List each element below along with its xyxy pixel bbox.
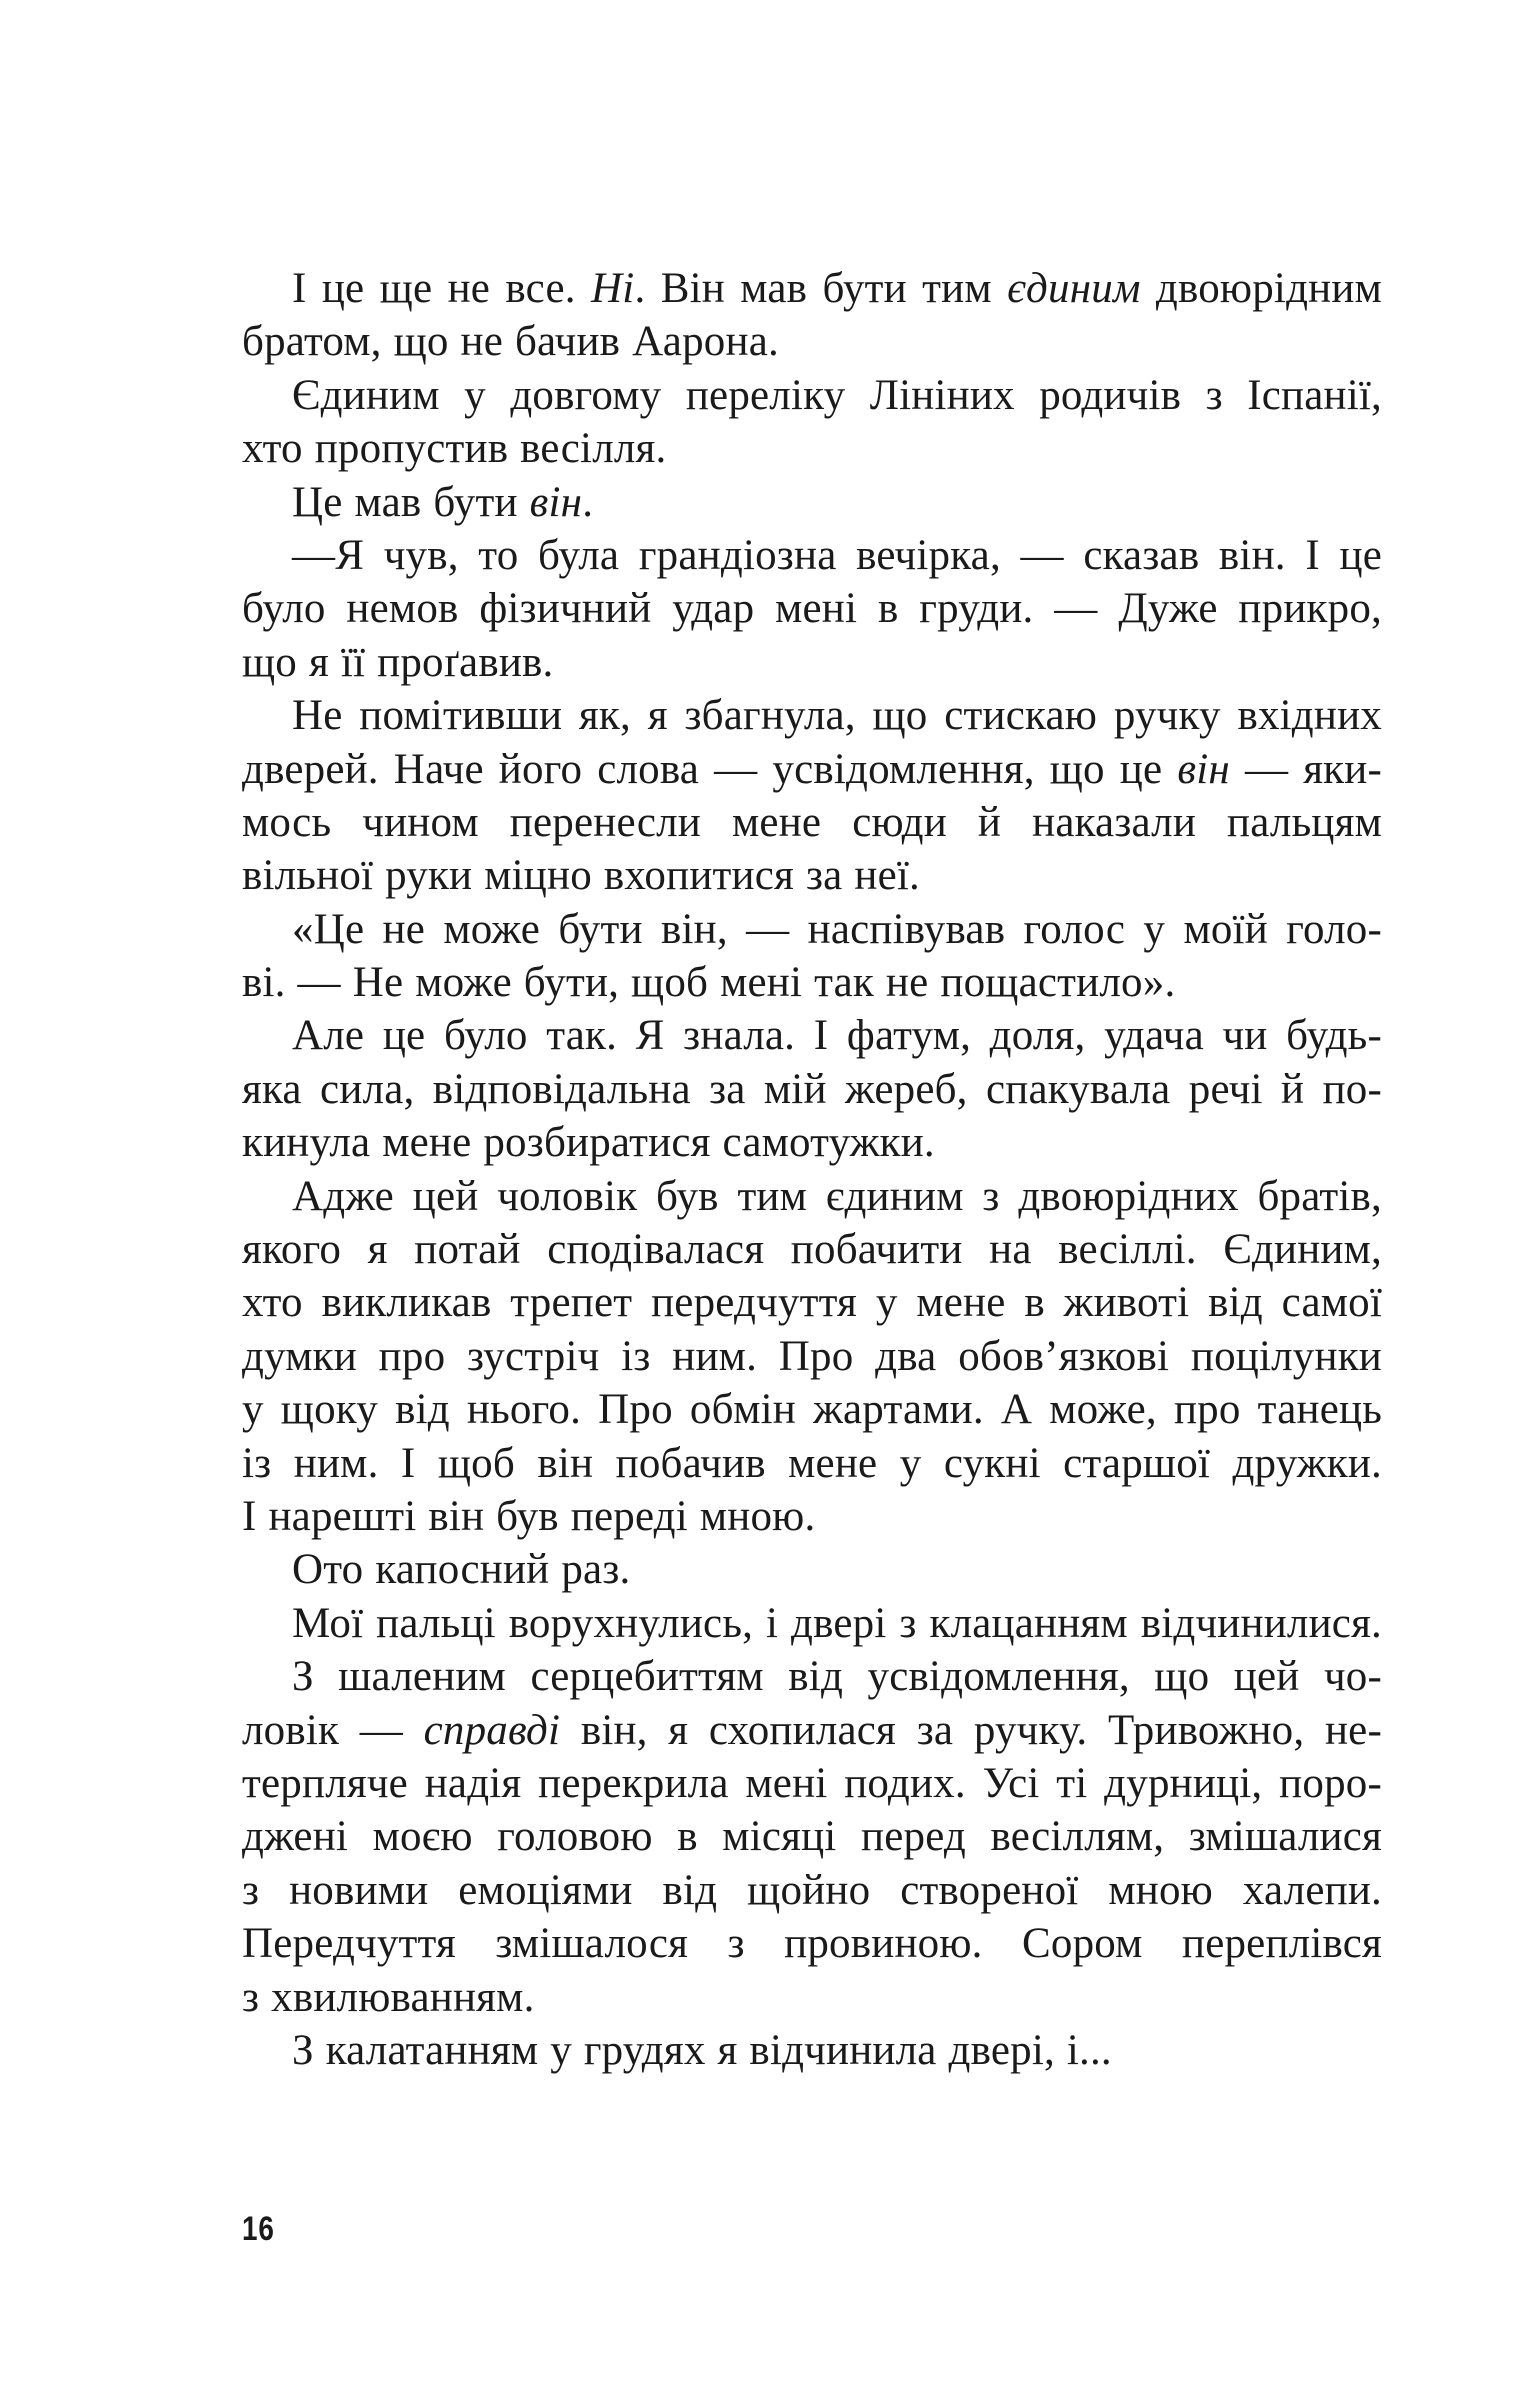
text-run: З шаленим серцебиттям від усвідомлення, що цей чо- xyxy=(292,1653,1382,1701)
text-line xyxy=(242,1223,1382,1276)
text-line xyxy=(242,903,1382,956)
text-run: Єдиним у довгому переліку Лініних родичів з Іспанії, xyxy=(292,371,1382,419)
text-run: з хвилюванням. xyxy=(242,1973,535,2021)
text-run: . xyxy=(582,478,594,526)
text-line xyxy=(242,315,1382,368)
text-run: мось чином перенесли мене сюди й наказали пальцям xyxy=(242,798,1382,846)
text-line xyxy=(242,1971,1382,2024)
text-line xyxy=(242,1810,1382,1863)
text-run: Не помітивши як, я збагнула, що стискаю ручку вхідних xyxy=(292,692,1382,740)
text-run: було немов фізичний удар мені в груди. — Дуже прикро, xyxy=(242,585,1382,633)
text-line xyxy=(242,1383,1382,1436)
text-run: у щоку від нього. Про обмін жартами. А може, про танець xyxy=(242,1386,1382,1434)
text-run: хто викликав трепет передчуття у мене в животі від самої xyxy=(242,1279,1382,1327)
text-line xyxy=(242,1009,1382,1062)
italic-run: справді xyxy=(423,1706,561,1754)
text-line xyxy=(242,796,1382,849)
text-line xyxy=(242,689,1382,742)
text-line xyxy=(242,1704,1382,1757)
text-run: Передчуття змішалося з провиною. Сором переплівся xyxy=(242,1920,1382,1968)
text-run: —Я чув, то була грандіозна вечірка, — сказав він. І це xyxy=(292,531,1382,579)
text-run: що я її проґавив. xyxy=(242,638,554,686)
text-line xyxy=(242,529,1382,582)
text-line xyxy=(242,1276,1382,1329)
text-line xyxy=(242,849,1382,902)
text-run: Адже цей чоловік був тим єдиним з двоюрідних братів, xyxy=(292,1172,1382,1220)
text-run: кинула мене розбиратися самотужки. xyxy=(242,1119,935,1167)
body-text xyxy=(242,262,1382,2077)
text-line xyxy=(242,956,1382,1009)
text-run: ловік — xyxy=(242,1706,424,1754)
text-line xyxy=(242,1437,1382,1490)
text-line xyxy=(242,2024,1382,2077)
text-line xyxy=(242,1597,1382,1650)
text-line xyxy=(242,1330,1382,1383)
text-run: — яки- xyxy=(1229,745,1382,793)
text-run: дверей. Наче його слова — усвідомлення, що це xyxy=(242,745,1178,793)
text-run: братом, що не бачив Аарона. xyxy=(242,318,779,366)
text-run: І це ще не все. xyxy=(292,265,592,312)
text-run: Це мав бути xyxy=(292,478,530,526)
text-run: думки про зустріч із ним. Про два обов’язкові поцілунки xyxy=(242,1332,1382,1380)
page-number: 16 xyxy=(242,2210,275,2248)
text-run: ві. — Не може бути, щоб мені так не пощастило». xyxy=(242,959,1176,1007)
text-line xyxy=(242,1917,1382,1970)
text-line xyxy=(242,1116,1382,1169)
text-run: Ото капосний раз. xyxy=(292,1546,631,1594)
text-line xyxy=(242,476,1382,529)
italic-run: він xyxy=(529,478,583,526)
text-run: І нарешті він був переді мною. xyxy=(242,1492,816,1540)
text-run: джені моєю головою в місяці перед весіллям, змішалися xyxy=(242,1813,1382,1861)
text-run: терпляче надія перекрила мені подих. Усі ті дурниці, поро- xyxy=(242,1759,1382,1807)
text-run: вільної руки міцно вхопитися за неї. xyxy=(242,852,920,900)
text-run: . Він мав бути тим xyxy=(634,265,1008,312)
text-line xyxy=(242,636,1382,689)
text-run: якого я потай сподівалася побачити на весіллі. Єдиним, xyxy=(242,1226,1382,1274)
text-line xyxy=(242,1063,1382,1116)
text-line xyxy=(242,582,1382,635)
text-run: з новими емоціями від щойно створеної мною халепи. xyxy=(242,1866,1382,1914)
italic-run: Ні xyxy=(591,265,635,312)
text-run: «Це не може бути він, — наспівував голос у моїй голо- xyxy=(292,905,1382,953)
text-run: Але це було так. Я знала. І фатум, доля, удача чи будь- xyxy=(292,1012,1382,1060)
italic-run: єдиним xyxy=(1007,265,1141,312)
text-line xyxy=(242,1543,1382,1596)
text-line xyxy=(242,1170,1382,1223)
text-line xyxy=(242,1650,1382,1703)
text-line xyxy=(242,1757,1382,1810)
text-run: із ним. І щоб він побачив мене у сукні старшої дружки. xyxy=(242,1439,1382,1487)
text-line xyxy=(242,1490,1382,1543)
text-line xyxy=(242,422,1382,475)
text-line xyxy=(242,743,1382,796)
text-line xyxy=(242,1864,1382,1917)
text-run: Мої пальці ворухнулись, і двері з клацанням відчинилися. xyxy=(292,1599,1382,1647)
text-line xyxy=(242,369,1382,422)
text-run: хто пропустив весілля. xyxy=(242,425,667,473)
text-run: він, я схопилася за ручку. Тривожно, не- xyxy=(560,1706,1382,1754)
text-run: двоюрідним xyxy=(1140,265,1382,312)
text-run: яка сила, відповідальна за мій жереб, спакувала речі й по- xyxy=(242,1065,1382,1113)
text-line xyxy=(242,262,1382,315)
italic-run: він xyxy=(1177,745,1230,793)
text-run: З калатанням у грудях я відчинила двері, і... xyxy=(292,2026,1112,2074)
